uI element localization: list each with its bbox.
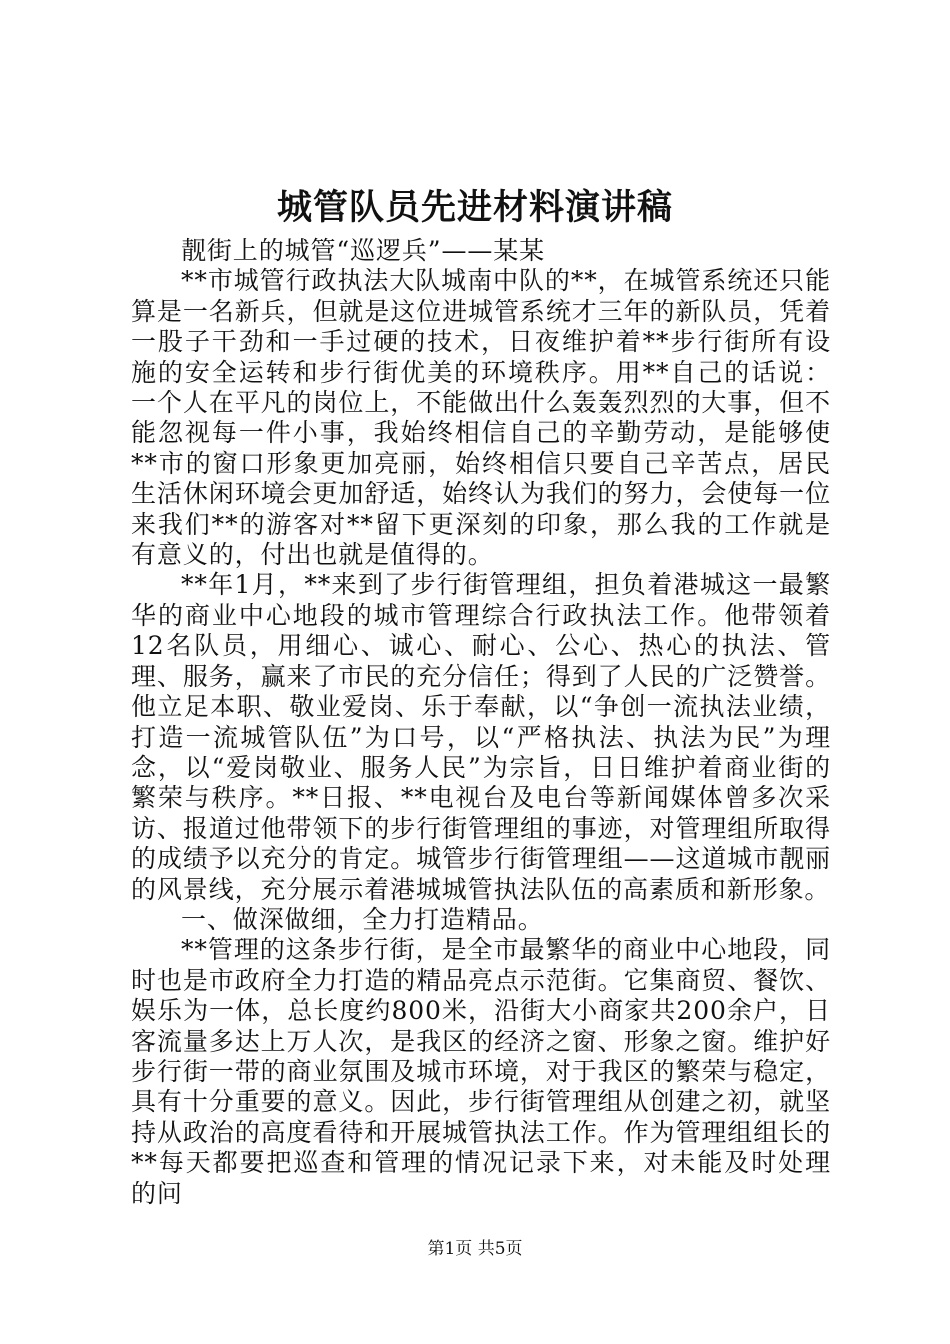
body-paragraph: **年1月，**来到了步行街管理组，担负着港城这一最繁华的商业中心地段的城市管理综合行政执法工作。他带领着12名队员，用细心、诚心、耐心、公心、热心的执法、管理、服务，赢来了市民的充分信任；得到了人民的广泛赞誉。他立足本职、敬业爱岗、乐于奉献，以“争创一流执法业绩，打造一流城管队伍”为口号，以“严格执法、执法为民”为理念，以“爱岗敬业、服务人民”为宗旨，日日维护着商业街的繁荣与秩序。**日报、**电视台及电台等新闻媒体曾多次采访、报道过他带领下的步行街管理组的事迹，对管理组所取得的成绩予以充分的肯定。城管步行街管理组——这道城市靓丽的风景线，充分展示着港城城管执法队伍的高素质和新形象。 xyxy=(131,570,831,904)
body-paragraph: **市城管行政执法大队城南中队的**，在城管系统还只能算是一名新兵，但就是这位进城管系统才三年的新队员，凭着一股子干劲和一手过硬的技术，日夜维护着**步行街所有设施的安全运转和步行街优美的环境秩序。用**自己的话说：一个人在平凡的岗位上，不能做出什么轰轰烈烈的大事，但不能忽视每一件小事，我始终相信自己的辛勤劳动，是能够使**市的窗口形象更加亮丽，始终相信只要自己辛苦点，居民生活休闲环境会更加舒适，始终认为我们的努力，会使每一位来我们**的游客对**留下更深刻的印象，那么我的工作就是有意义的，付出也就是值得的。 xyxy=(131,266,831,570)
section-heading: 一、做深做细，全力打造精品。 xyxy=(181,904,544,934)
body-paragraph: **管理的这条步行街，是全市最繁华的商业中心地段，同时也是市政府全力打造的精品亮点示范街。它集商贸、餐饮、娱乐为一体，总长度约800米，沿街大小商家共200余户，日客流量多达上万人次，是我区的经济之窗、形象之窗。维护好步行街一带的商业氛围及城市环境，对于我区的繁荣与稳定，具有十分重要的意义。因此，步行街管理组从创建之初，就坚持从政治的高度看待和开展城管执法工作。作为管理组组长的**每天都要把巡查和管理的情况记录下来，对未能及时处理的问 xyxy=(131,935,831,1208)
document-title: 城管队员先进材料演讲稿 xyxy=(276,187,673,228)
page-footer: 第1页 共5页 xyxy=(427,1239,523,1259)
subtitle-paragraph: 靓街上的城管“巡逻兵”——某某 xyxy=(181,236,546,265)
document-body xyxy=(131,236,831,1209)
